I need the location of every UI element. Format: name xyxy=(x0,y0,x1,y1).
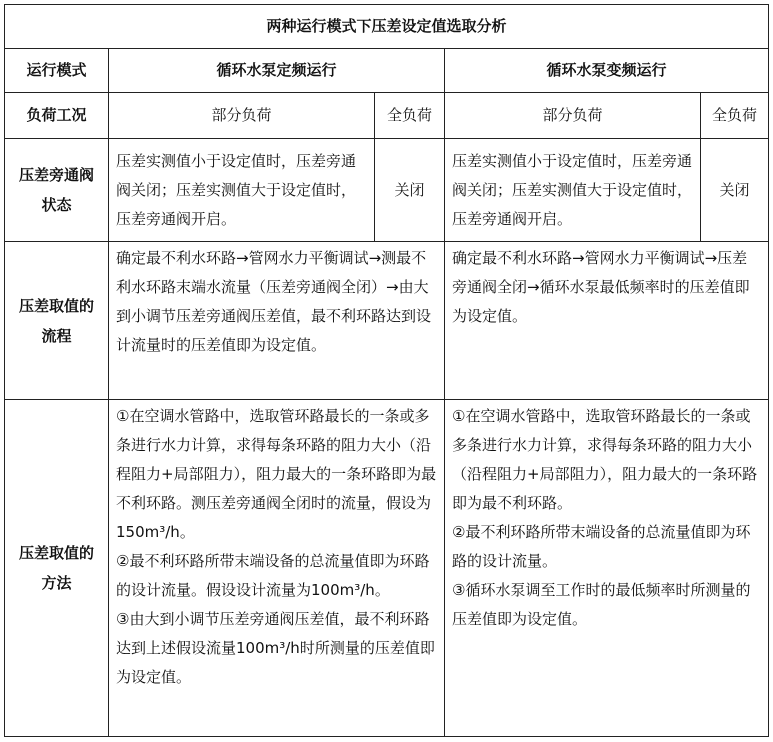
load-label: 负荷工况 xyxy=(5,93,109,139)
variable-full-load-header: 全负荷 xyxy=(701,93,769,139)
method-variable xyxy=(445,400,769,737)
method-fixed-step: ①在空调水管路中，选取管环路最长的一条或多条进行水力计算，求得每条环路的阻力大小（沿程阻力+局部阻力），阻力最大的一条环路即为最不利环路。测压差旁通阀全闭时的流量，假设为150m³/h。 xyxy=(116,407,437,541)
mode-fixed-header: 循环水泵定频运行 xyxy=(109,49,445,93)
analysis-table xyxy=(4,4,769,737)
method-variable-step: ②最不利环路所带末端设备的总流量值即为环路的设计流量。 xyxy=(452,523,751,570)
process-label-line1: 压差取值的 xyxy=(18,296,94,315)
valve-state-label-line2: 状态 xyxy=(41,196,72,214)
valve-state-label-line1: 压差旁通阀 xyxy=(18,166,94,184)
method-fixed-step: ②最不利环路所带末端设备的总流量值即为环路的设计流量。假设设计流量为100m³/h。 xyxy=(116,552,430,599)
variable-partial-load-header: 部分负荷 xyxy=(445,93,701,139)
valve-state-variable-partial: 压差实测值小于设定值时，压差旁通阀关闭；压差实测值大于设定值时，压差旁通阀开启。 xyxy=(445,139,701,242)
valve-state-variable-full: 关闭 xyxy=(701,139,769,242)
method-fixed-step: ③由大到小调节压差旁通阀压差值，最不利环路达到上述假设流量100m³/h时所测量的压差值即为设定值。 xyxy=(116,610,435,686)
mode-variable-header: 循环水泵变频运行 xyxy=(445,49,769,93)
process-fixed: 确定最不利水环路→管网水力平衡调试→测最不利水环路末端水流量（压差旁通阀全闭）→由大到小调节压差旁通阀压差值，最不利环路达到设计流量时的压差值即为设定值。 xyxy=(109,242,445,400)
method-label-line1: 压差取值的 xyxy=(18,544,94,562)
process-label xyxy=(5,242,109,400)
mode-label: 运行模式 xyxy=(5,49,109,93)
method-label-line2: 方法 xyxy=(41,574,72,592)
process-variable: 确定最不利水环路→管网水力平衡调试→压差旁通阀全闭→循环水泵最低频率时的压差值即为设定值。 xyxy=(445,242,769,400)
method-fixed xyxy=(109,400,445,737)
method-variable-step: ①在空调水管路中，选取管环路最长的一条或多条进行水力计算，求得每条环路的阻力大小（沿程阻力+局部阻力），阻力最大的一条环路即为最不利环路。 xyxy=(452,407,758,512)
method-variable-step: ③循环水泵调至工作时的最低频率时所测量的压差值即为设定值。 xyxy=(452,581,751,628)
fixed-full-load-header: 全负荷 xyxy=(375,93,445,139)
method-label xyxy=(5,400,109,737)
valve-state-fixed-partial: 压差实测值小于设定值时，压差旁通阀关闭；压差实测值大于设定值时，压差旁通阀开启。 xyxy=(109,139,375,242)
process-label-line2: 流程 xyxy=(41,326,72,345)
table-title: 两种运行模式下压差设定值选取分析 xyxy=(5,5,769,49)
valve-state-fixed-full: 关闭 xyxy=(375,139,445,242)
fixed-partial-load-header: 部分负荷 xyxy=(109,93,375,139)
valve-state-label xyxy=(5,139,109,242)
